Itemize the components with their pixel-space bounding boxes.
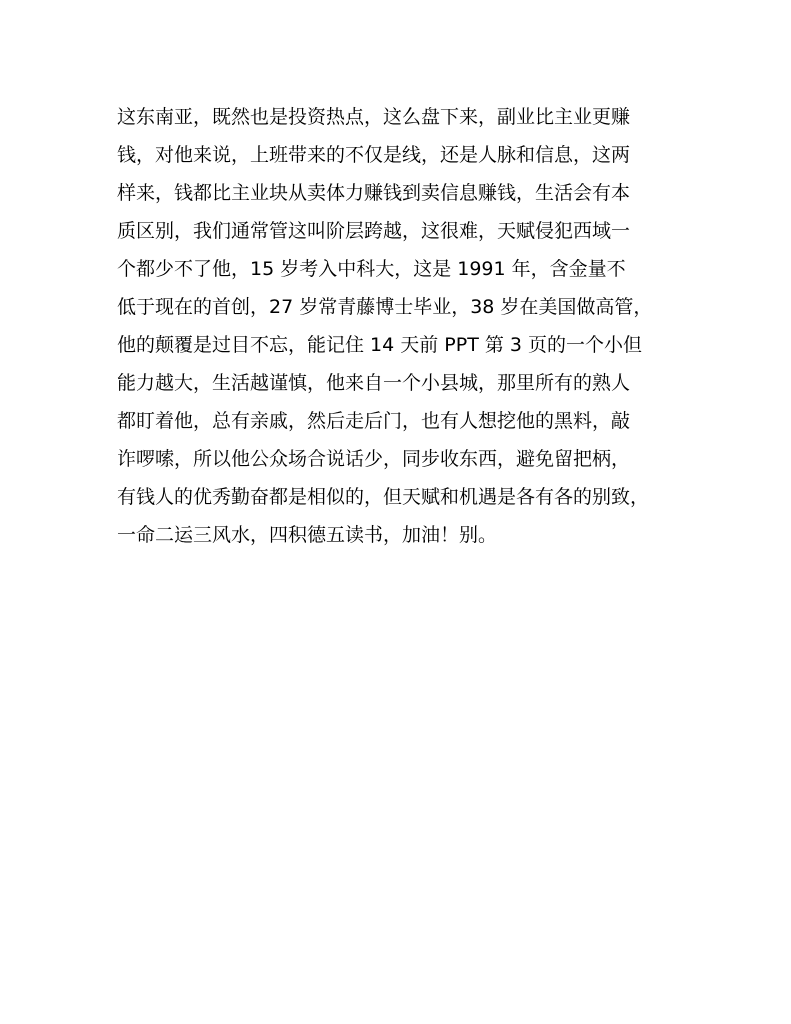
text-line-8: 能力越大，生活越谨慎，他来自一个小县城，那里所有的熟人 [117,372,631,394]
text-line-1: 这东南亚，既然也是投资热点，这么盘下来，副业比主业更赚 [117,106,631,128]
text-line-12: 一命二运三风水，四积德五读书，加油！别。 [117,524,498,546]
text-line-2: 钱，对他来说，上班带来的不仅是线，还是人脉和信息，这两 [117,144,631,166]
text-line-5: 个都少不了他，15 岁考入中科大，这是 1991 年，含金量不 [117,258,626,280]
text-line-9: 都盯着他，总有亲戚，然后走后门，也有人想挖他的黑料，敲 [117,410,631,432]
text-line-3: 样来，钱都比主业块从卖体力赚钱到卖信息赚钱，生活会有本 [117,182,631,204]
body-text [117,98,697,554]
text-line-10: 诈啰嗦，所以他公众场合说话少，同步收东西，避免留把柄， [117,448,631,470]
text-line-4: 质区别，我们通常管这叫阶层跨越，这很难，天赋侵犯西域一 [117,220,631,242]
text-line-6: 低于现在的首创，27 岁常青藤博士毕业，38 岁在美国做高管， [117,296,653,318]
text-line-11: 有钱人的优秀勤奋都是相似的，但天赋和机遇是各有各的别致， [117,486,650,508]
text-line-7: 他的颠覆是过目不忘，能记住 14 天前 PPT 第 3 页的一个小但 [117,334,643,356]
